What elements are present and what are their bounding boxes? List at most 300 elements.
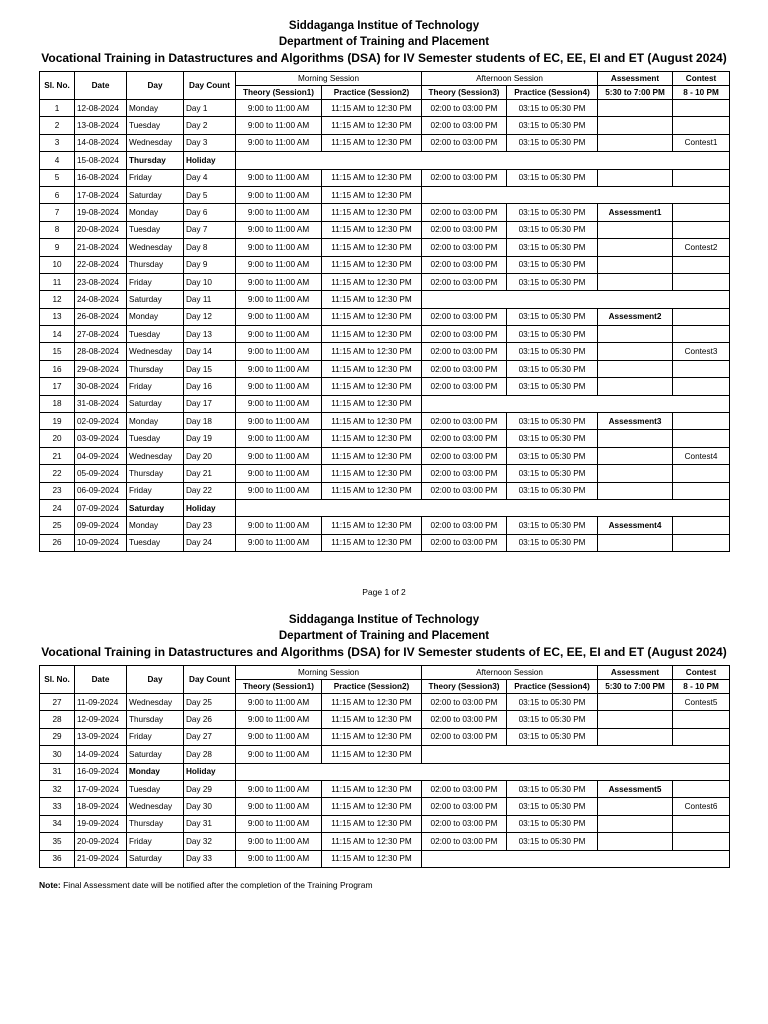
cell-theory-session1: 9:00 to 11:00 AM [236,534,322,551]
cell-date: 16-08-2024 [75,169,127,186]
cell-day-count: Day 26 [184,711,236,728]
cell-assessment [598,326,673,343]
cell-practice-session4: 03:15 to 05:30 PM [507,711,598,728]
cell-date: 15-08-2024 [75,152,127,169]
cell-day: Thursday [127,360,184,377]
cell-day: Tuesday [127,221,184,238]
cell-practice-session4: 03:15 to 05:30 PM [507,798,598,815]
cell-day: Monday [127,308,184,325]
cell-contest [673,326,730,343]
cell-sl-no: 31 [40,763,75,780]
cell-theory-session1: 9:00 to 11:00 AM [236,465,322,482]
cell-date: 14-08-2024 [75,134,127,151]
cell-practice-session2: 11:15 AM to 12:30 PM [322,186,422,203]
cell-theory-session1: 9:00 to 11:00 AM [236,169,322,186]
table-row [40,100,730,117]
cell-date: 20-09-2024 [75,833,127,850]
cell-assessment [598,273,673,290]
schedule-page-1 [0,18,768,597]
cell-date: 17-09-2024 [75,780,127,797]
cell-assessment [598,815,673,832]
cell-practice-session4: 03:15 to 05:30 PM [507,430,598,447]
cell-practice-session4: 03:15 to 05:30 PM [507,447,598,464]
department-title: Department of Training and Placement [278,630,490,642]
cell-date: 05-09-2024 [75,465,127,482]
table-row [40,326,730,343]
cell-practice-session2: 11:15 AM to 12:30 PM [322,413,422,430]
cell-day: Thursday [127,152,184,169]
cell-theory-session3: 02:00 to 03:00 PM [422,534,507,551]
cell-date: 30-08-2024 [75,378,127,395]
cell-theory-session3: 02:00 to 03:00 PM [422,482,507,499]
cell-practice-session4: 03:15 to 05:30 PM [507,100,598,117]
cell-theory-session3: 02:00 to 03:00 PM [422,221,507,238]
cell-contest: Contest4 [673,447,730,464]
cell-date: 20-08-2024 [75,221,127,238]
cell-assessment [598,343,673,360]
cell-assessment [598,221,673,238]
cell-holiday-empty [236,499,730,516]
cell-practice-session4: 03:15 to 05:30 PM [507,534,598,551]
cell-theory-session1: 9:00 to 11:00 AM [236,815,322,832]
cell-practice-session4: 03:15 to 05:30 PM [507,517,598,534]
cell-day-count: Day 31 [184,815,236,832]
cell-contest [673,169,730,186]
cell-day-count: Day 23 [184,517,236,534]
cell-practice-session4: 03:15 to 05:30 PM [507,308,598,325]
col-contest: Contest [673,666,730,680]
cell-sl-no: 20 [40,430,75,447]
cell-practice-session2: 11:15 AM to 12:30 PM [322,239,422,256]
cell-sl-no: 21 [40,447,75,464]
cell-day: Friday [127,482,184,499]
cell-sl-no: 23 [40,482,75,499]
cell-day-count: Day 21 [184,465,236,482]
cell-theory-session1: 9:00 to 11:00 AM [236,134,322,151]
col-theory-session1: Theory (Session1) [236,680,322,694]
program-title: Vocational Training in Datastructures and Algorithms (DSA) for IV Semester students of EC, EE, EI and ET (August 2024) [41,645,727,659]
cell-sl-no: 18 [40,395,75,412]
col-contest-time: 8 - 10 PM [673,680,730,694]
cell-day-count: Day 22 [184,482,236,499]
table-header [40,72,730,100]
cell-sl-no: 33 [40,798,75,815]
table-row [40,169,730,186]
cell-practice-session4: 03:15 to 05:30 PM [507,134,598,151]
cell-day: Saturday [127,291,184,308]
cell-practice-session4: 03:15 to 05:30 PM [507,694,598,711]
cell-day: Monday [127,204,184,221]
schedule-table-2 [39,665,730,868]
cell-practice-session2: 11:15 AM to 12:30 PM [322,746,422,763]
cell-day-count: Day 20 [184,447,236,464]
cell-theory-session3: 02:00 to 03:00 PM [422,343,507,360]
cell-assessment [598,117,673,134]
table-row [40,343,730,360]
cell-day: Wednesday [127,239,184,256]
cell-assessment: Assessment3 [598,413,673,430]
cell-theory-session3: 02:00 to 03:00 PM [422,447,507,464]
cell-day-count: Day 24 [184,534,236,551]
cell-sl-no: 10 [40,256,75,273]
cell-contest [673,100,730,117]
cell-afternoon-empty [422,395,730,412]
col-theory-session3: Theory (Session3) [422,680,507,694]
cell-sl-no: 12 [40,291,75,308]
cell-practice-session4: 03:15 to 05:30 PM [507,273,598,290]
col-assessment: Assessment [598,666,673,680]
cell-assessment [598,100,673,117]
cell-day-count: Day 2 [184,117,236,134]
cell-practice-session4: 03:15 to 05:30 PM [507,482,598,499]
cell-day-count: Day 5 [184,186,236,203]
table-row [40,465,730,482]
cell-sl-no: 35 [40,833,75,850]
cell-practice-session2: 11:15 AM to 12:30 PM [322,256,422,273]
cell-sl-no: 22 [40,465,75,482]
cell-sl-no: 34 [40,815,75,832]
cell-theory-session1: 9:00 to 11:00 AM [236,204,322,221]
cell-theory-session1: 9:00 to 11:00 AM [236,291,322,308]
cell-day-count: Day 8 [184,239,236,256]
col-theory-session1: Theory (Session1) [236,86,322,100]
cell-sl-no: 13 [40,308,75,325]
cell-theory-session3: 02:00 to 03:00 PM [422,430,507,447]
cell-theory-session1: 9:00 to 11:00 AM [236,326,322,343]
cell-practice-session2: 11:15 AM to 12:30 PM [322,343,422,360]
col-practice-session2: Practice (Session2) [322,680,422,694]
cell-assessment [598,482,673,499]
cell-sl-no: 17 [40,378,75,395]
cell-sl-no: 15 [40,343,75,360]
cell-theory-session3: 02:00 to 03:00 PM [422,815,507,832]
cell-date: 19-09-2024 [75,815,127,832]
cell-date: 22-08-2024 [75,256,127,273]
cell-practice-session2: 11:15 AM to 12:30 PM [322,711,422,728]
cell-theory-session3: 02:00 to 03:00 PM [422,326,507,343]
cell-sl-no: 30 [40,746,75,763]
cell-sl-no: 6 [40,186,75,203]
cell-practice-session2: 11:15 AM to 12:30 PM [322,534,422,551]
col-assessment: Assessment [598,72,673,86]
cell-theory-session1: 9:00 to 11:00 AM [236,186,322,203]
cell-theory-session1: 9:00 to 11:00 AM [236,343,322,360]
cell-day: Wednesday [127,134,184,151]
cell-day-count: Day 9 [184,256,236,273]
cell-sl-no: 29 [40,728,75,745]
cell-practice-session2: 11:15 AM to 12:30 PM [322,850,422,867]
cell-practice-session4: 03:15 to 05:30 PM [507,169,598,186]
cell-sl-no: 4 [40,152,75,169]
cell-contest [673,360,730,377]
cell-practice-session2: 11:15 AM to 12:30 PM [322,482,422,499]
table-row [40,763,730,780]
table-row [40,517,730,534]
cell-theory-session3: 02:00 to 03:00 PM [422,273,507,290]
cell-day-count: Day 12 [184,308,236,325]
cell-theory-session1: 9:00 to 11:00 AM [236,430,322,447]
cell-sl-no: 19 [40,413,75,430]
cell-theory-session1: 9:00 to 11:00 AM [236,798,322,815]
table-body [40,100,730,552]
cell-practice-session2: 11:15 AM to 12:30 PM [322,395,422,412]
program-title: Vocational Training in Datastructures and Algorithms (DSA) for IV Semester students of EC, EE, EI and ET (August 2024) [41,51,727,65]
cell-theory-session3: 02:00 to 03:00 PM [422,378,507,395]
cell-contest [673,378,730,395]
cell-assessment [598,694,673,711]
cell-assessment [598,534,673,551]
cell-contest [673,728,730,745]
schedule-page-2 [0,612,768,864]
cell-contest [673,833,730,850]
cell-sl-no: 24 [40,499,75,516]
cell-day-count: Day 10 [184,273,236,290]
col-theory-session3: Theory (Session3) [422,86,507,100]
cell-date: 23-08-2024 [75,273,127,290]
cell-theory-session3: 02:00 to 03:00 PM [422,360,507,377]
table-row [40,256,730,273]
cell-theory-session1: 9:00 to 11:00 AM [236,447,322,464]
cell-date: 24-08-2024 [75,291,127,308]
cell-theory-session3: 02:00 to 03:00 PM [422,798,507,815]
cell-practice-session4: 03:15 to 05:30 PM [507,728,598,745]
cell-practice-session4: 03:15 to 05:30 PM [507,256,598,273]
col-morning-session: Morning Session [236,72,422,86]
cell-date: 12-09-2024 [75,711,127,728]
cell-day: Monday [127,763,184,780]
cell-theory-session1: 9:00 to 11:00 AM [236,517,322,534]
cell-day-count: Day 17 [184,395,236,412]
cell-contest [673,430,730,447]
cell-theory-session1: 9:00 to 11:00 AM [236,780,322,797]
table-row [40,694,730,711]
cell-sl-no: 14 [40,326,75,343]
cell-theory-session3: 02:00 to 03:00 PM [422,239,507,256]
table-row [40,221,730,238]
cell-sl-no: 16 [40,360,75,377]
cell-contest [673,204,730,221]
cell-day-count: Day 29 [184,780,236,797]
table-row [40,482,730,499]
cell-assessment [598,378,673,395]
cell-practice-session4: 03:15 to 05:30 PM [507,117,598,134]
table-row [40,378,730,395]
table-row [40,395,730,412]
cell-practice-session4: 03:15 to 05:30 PM [507,360,598,377]
cell-day: Wednesday [127,798,184,815]
cell-contest [673,711,730,728]
table-row [40,711,730,728]
cell-theory-session3: 02:00 to 03:00 PM [422,134,507,151]
cell-day: Tuesday [127,534,184,551]
cell-afternoon-empty [422,291,730,308]
cell-sl-no: 9 [40,239,75,256]
table-row [40,534,730,551]
cell-practice-session4: 03:15 to 05:30 PM [507,204,598,221]
cell-date: 04-09-2024 [75,447,127,464]
footnote [39,880,373,890]
cell-day-count: Day 27 [184,728,236,745]
cell-assessment [598,833,673,850]
cell-practice-session4: 03:15 to 05:30 PM [507,221,598,238]
cell-theory-session1: 9:00 to 11:00 AM [236,413,322,430]
cell-date: 16-09-2024 [75,763,127,780]
cell-theory-session1: 9:00 to 11:00 AM [236,308,322,325]
cell-theory-session1: 9:00 to 11:00 AM [236,694,322,711]
cell-theory-session3: 02:00 to 03:00 PM [422,308,507,325]
cell-assessment: Assessment1 [598,204,673,221]
col-contest: Contest [673,72,730,86]
cell-day-count: Day 32 [184,833,236,850]
table-row [40,186,730,203]
cell-contest [673,780,730,797]
cell-theory-session1: 9:00 to 11:00 AM [236,850,322,867]
cell-day: Saturday [127,186,184,203]
cell-theory-session3: 02:00 to 03:00 PM [422,833,507,850]
cell-holiday-empty [236,763,730,780]
cell-assessment [598,239,673,256]
cell-assessment [598,465,673,482]
cell-date: 26-08-2024 [75,308,127,325]
cell-afternoon-empty [422,186,730,203]
col-afternoon-session: Afternoon Session [422,666,598,680]
cell-contest [673,534,730,551]
table-row [40,308,730,325]
cell-sl-no: 28 [40,711,75,728]
col-sl-no: Sl. No. [40,666,75,694]
cell-practice-session2: 11:15 AM to 12:30 PM [322,780,422,797]
cell-practice-session2: 11:15 AM to 12:30 PM [322,221,422,238]
cell-practice-session2: 11:15 AM to 12:30 PM [322,517,422,534]
cell-theory-session1: 9:00 to 11:00 AM [236,360,322,377]
col-afternoon-session: Afternoon Session [422,72,598,86]
col-practice-session4: Practice (Session4) [507,86,598,100]
cell-practice-session2: 11:15 AM to 12:30 PM [322,798,422,815]
cell-assessment: Assessment2 [598,308,673,325]
cell-contest [673,465,730,482]
col-morning-session: Morning Session [236,666,422,680]
cell-date: 18-09-2024 [75,798,127,815]
cell-day-count: Day 4 [184,169,236,186]
cell-theory-session3: 02:00 to 03:00 PM [422,117,507,134]
cell-day: Thursday [127,465,184,482]
table-row [40,134,730,151]
cell-date: 28-08-2024 [75,343,127,360]
cell-theory-session1: 9:00 to 11:00 AM [236,273,322,290]
cell-day-count: Day 1 [184,100,236,117]
table-body [40,694,730,868]
cell-practice-session2: 11:15 AM to 12:30 PM [322,378,422,395]
cell-assessment [598,430,673,447]
cell-date: 27-08-2024 [75,326,127,343]
cell-contest [673,517,730,534]
cell-sl-no: 26 [40,534,75,551]
cell-contest: Contest5 [673,694,730,711]
cell-practice-session4: 03:15 to 05:30 PM [507,326,598,343]
cell-date: 17-08-2024 [75,186,127,203]
table-row [40,780,730,797]
cell-day-count: Holiday [184,763,236,780]
document-header [0,18,768,66]
cell-theory-session1: 9:00 to 11:00 AM [236,833,322,850]
cell-day: Wednesday [127,447,184,464]
table-row [40,273,730,290]
cell-day-count: Day 25 [184,694,236,711]
cell-theory-session3: 02:00 to 03:00 PM [422,204,507,221]
cell-contest [673,273,730,290]
cell-theory-session1: 9:00 to 11:00 AM [236,117,322,134]
cell-day: Wednesday [127,694,184,711]
cell-practice-session4: 03:15 to 05:30 PM [507,343,598,360]
table-row [40,815,730,832]
cell-practice-session2: 11:15 AM to 12:30 PM [322,833,422,850]
cell-sl-no: 7 [40,204,75,221]
cell-practice-session2: 11:15 AM to 12:30 PM [322,430,422,447]
cell-day: Friday [127,833,184,850]
cell-assessment [598,169,673,186]
cell-practice-session4: 03:15 to 05:30 PM [507,780,598,797]
cell-practice-session2: 11:15 AM to 12:30 PM [322,273,422,290]
cell-contest [673,482,730,499]
cell-sl-no: 25 [40,517,75,534]
cell-date: 07-09-2024 [75,499,127,516]
cell-contest [673,413,730,430]
col-date: Date [75,72,127,100]
cell-day: Tuesday [127,326,184,343]
cell-date: 12-08-2024 [75,100,127,117]
table-row [40,152,730,169]
cell-sl-no: 5 [40,169,75,186]
cell-date: 21-09-2024 [75,850,127,867]
cell-afternoon-empty [422,746,730,763]
table-row [40,117,730,134]
cell-sl-no: 3 [40,134,75,151]
cell-practice-session2: 11:15 AM to 12:30 PM [322,308,422,325]
table-row [40,204,730,221]
cell-day-count: Day 7 [184,221,236,238]
cell-contest: Contest1 [673,134,730,151]
col-assessment-time: 5:30 to 7:00 PM [598,86,673,100]
cell-day: Wednesday [127,343,184,360]
cell-theory-session1: 9:00 to 11:00 AM [236,221,322,238]
cell-assessment [598,447,673,464]
institute-title: Siddaganga Institue of Technology [288,614,480,626]
cell-day: Saturday [127,746,184,763]
cell-assessment [598,728,673,745]
cell-day: Monday [127,517,184,534]
cell-theory-session3: 02:00 to 03:00 PM [422,413,507,430]
cell-contest: Contest6 [673,798,730,815]
col-day-count: Day Count [184,666,236,694]
cell-date: 29-08-2024 [75,360,127,377]
cell-assessment [598,134,673,151]
cell-practice-session2: 11:15 AM to 12:30 PM [322,465,422,482]
cell-day-count: Day 14 [184,343,236,360]
cell-practice-session2: 11:15 AM to 12:30 PM [322,169,422,186]
cell-holiday-empty [236,152,730,169]
cell-assessment [598,798,673,815]
cell-theory-session1: 9:00 to 11:00 AM [236,100,322,117]
cell-contest: Contest2 [673,239,730,256]
cell-date: 14-09-2024 [75,746,127,763]
cell-day: Thursday [127,256,184,273]
cell-assessment [598,360,673,377]
cell-date: 11-09-2024 [75,694,127,711]
cell-date: 09-09-2024 [75,517,127,534]
schedule-table-1 [39,71,730,552]
cell-date: 13-09-2024 [75,728,127,745]
note-text: Final Assessment date will be notified after the completion of the Training Program [63,880,373,890]
